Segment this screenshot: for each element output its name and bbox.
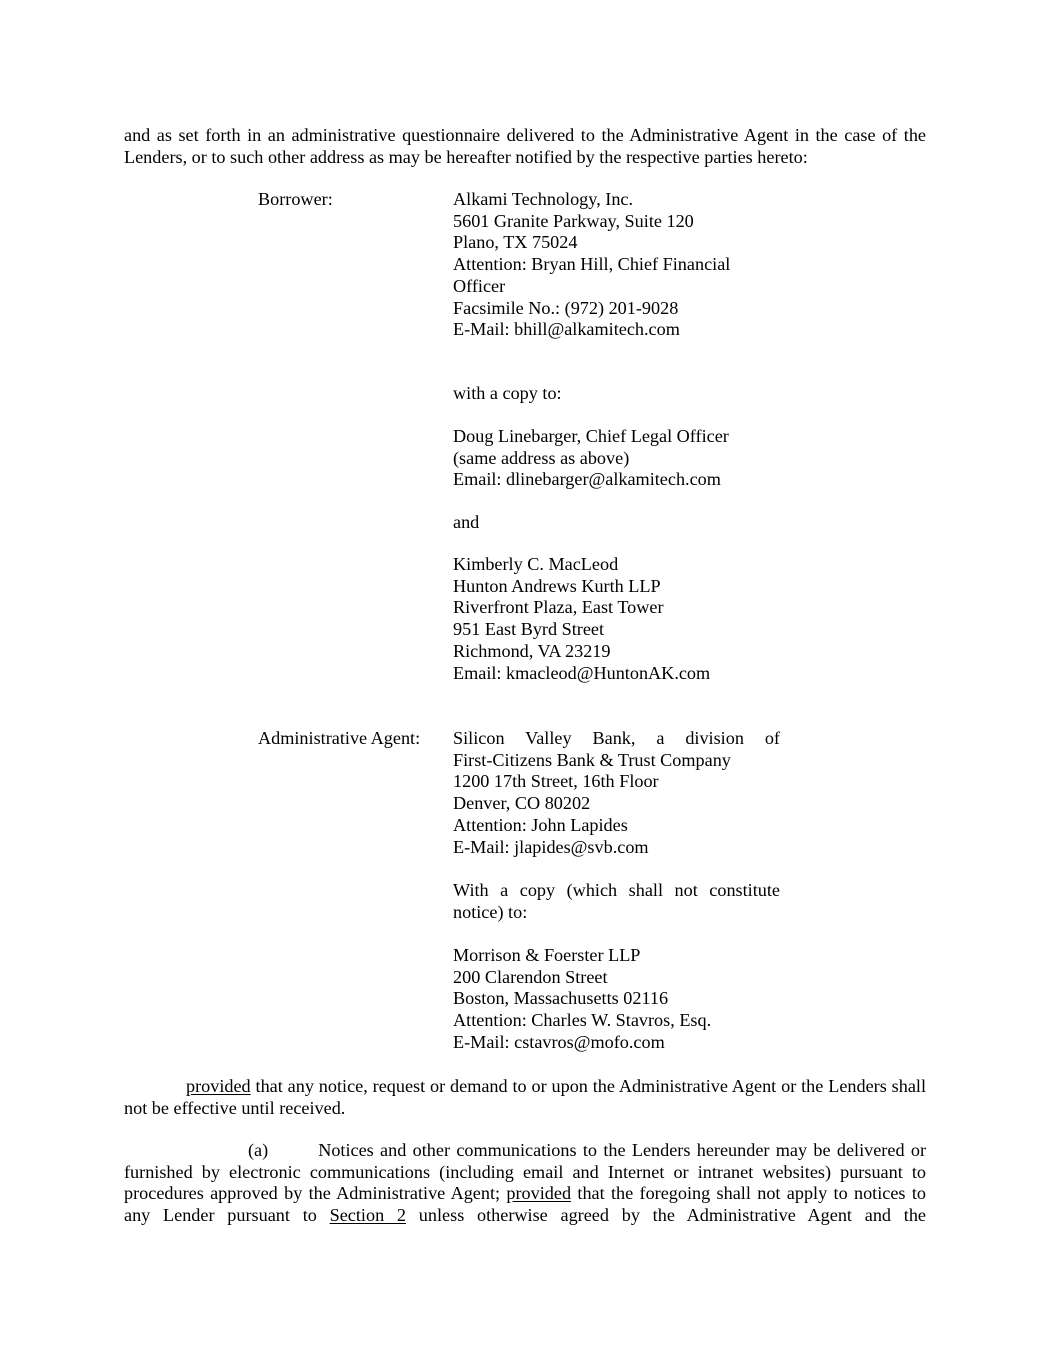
address-line: Alkami Technology, Inc.: [453, 189, 634, 209]
address-line: Silicon Valley Bank, a division of: [453, 728, 780, 748]
section-reference: Section 2: [329, 1205, 407, 1226]
email-line: E-Mail: bhill@alkamitech.com: [453, 319, 680, 340]
email-line: Email: dlinebarger@alkamitech.com: [453, 469, 721, 490]
paragraph-text: unless otherwise agreed by the Administrative Agent and the: [406, 1205, 926, 1226]
intro-paragraph: and as set forth in an administrative questionnaire delivered to the Administrative Agent in the case of the Lenders, or to such other address as may be hereafter notified by the respective parties hereto:: [124, 125, 926, 167]
address-line: Attention: Charles W. Stavros, Esq.: [453, 1010, 712, 1031]
address-line: 200 Clarendon Street: [453, 966, 608, 987]
borrower-copy-intro: with a copy to:: [453, 383, 562, 403]
proviso-paragraph: [124, 1076, 926, 1119]
borrower-copy-recipient-2: [453, 554, 783, 684]
address-line: 1200 17th Street, 16th Floor: [453, 771, 659, 792]
address-line: First-Citizens Bank & Trust Company: [453, 749, 731, 770]
borrower-label: Borrower:: [258, 189, 333, 209]
address-line: Richmond, VA 23219: [453, 640, 611, 661]
address-line: Denver, CO 80202: [453, 793, 591, 814]
borrower-address: [453, 189, 783, 341]
proviso-text: that any notice, request or demand to or upon the Administrative Agent or the Lenders shall not be effective until received.: [124, 1076, 926, 1118]
address-line: Doug Linebarger, Chief Legal Officer: [453, 426, 729, 446]
paragraph-text: Notices and other communications to the Lenders hereunder may be delivered or furnished by electronic communications (including email and Internet or intranet websites) pursuant to procedures approved by the Administrative Agent;: [124, 1140, 926, 1204]
admin-agent-copy-intro: With a copy (which shall not constitute notice) to:: [453, 880, 780, 922]
borrower-copy-recipient-1: [453, 426, 783, 491]
email-line: E-Mail: cstavros@mofo.com: [453, 1031, 665, 1052]
address-line: Boston, Massachusetts 02116: [453, 988, 669, 1009]
provided-term: provided: [186, 1076, 251, 1096]
address-line: Facsimile No.: (972) 201-9028: [453, 297, 679, 318]
address-line: Attention: Bryan Hill, Chief Financial: [453, 254, 731, 275]
paragraph-a: [124, 1140, 926, 1227]
paragraph-text: that the foregoing shall not apply to notices to any Lender pursuant to: [124, 1183, 926, 1226]
admin-agent-address: [453, 728, 780, 858]
address-line: 5601 Granite Parkway, Suite 120: [453, 210, 694, 231]
address-line: Riverfront Plaza, East Tower: [453, 597, 664, 618]
address-line: Officer: [453, 275, 506, 296]
address-line: (same address as above): [453, 447, 630, 468]
paragraph-marker: (a): [248, 1140, 269, 1160]
admin-agent-label: Administrative Agent:: [258, 728, 421, 748]
admin-agent-copy-recipient: [453, 945, 783, 1054]
address-line: Kimberly C. MacLeod: [453, 554, 619, 574]
address-line: Plano, TX 75024: [453, 232, 578, 253]
email-line: E-Mail: jlapides@svb.com: [453, 836, 649, 857]
address-line: Hunton Andrews Kurth LLP: [453, 575, 661, 596]
address-line: 951 East Byrd Street: [453, 619, 605, 640]
email-line: Email: kmacleod@HuntonAK.com: [453, 662, 711, 683]
provided-term: provided: [506, 1183, 572, 1204]
address-line: Attention: John Lapides: [453, 814, 628, 835]
address-line: Morrison & Foerster LLP: [453, 945, 641, 965]
borrower-copy-and: and: [453, 512, 480, 532]
